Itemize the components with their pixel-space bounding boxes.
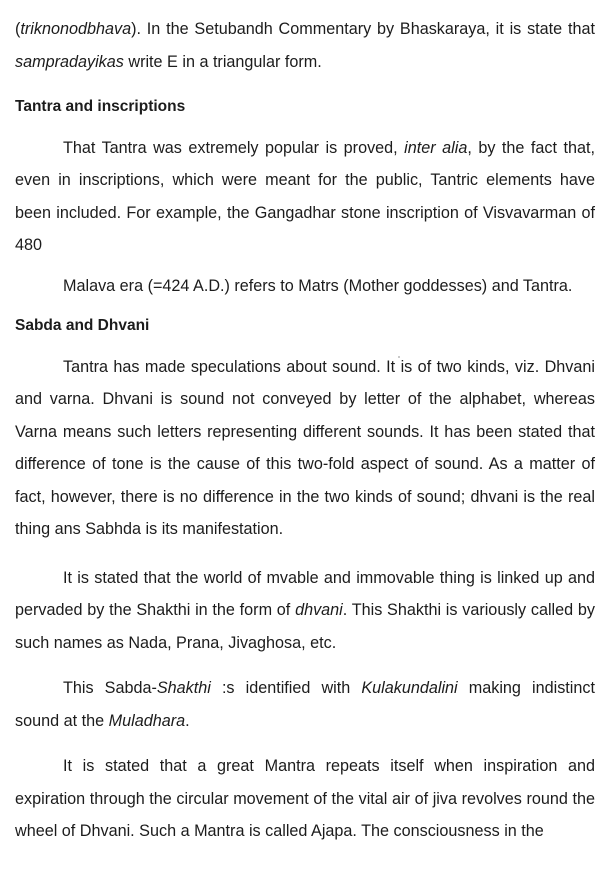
text: . This Shakthi is variously called by such names as Nada, Prana, Jivaghosa, etc.	[15, 601, 595, 652]
text: It is stated that the world of mvable and immovable thing is linked up and pervaded by the Shakthi in the form of	[15, 568, 595, 619]
section-heading-sabda-dhvani: Sabda and Dhvani	[15, 317, 150, 334]
term-kulakundalini: Kulakundalini	[361, 679, 458, 697]
term-inter-alia: inter alia	[404, 138, 468, 157]
text: , by the fact that, even in inscriptions, which were meant for the public, Tantric elements have been included. For example, the Gangadhar stone inscription of Visvavarman of 480	[15, 138, 596, 254]
paragraph-malava-era: Malava era (=424 A.D.) refers to Matrs (Mother goddesses) and Tantra.	[63, 276, 573, 295]
text: (	[15, 20, 21, 38]
text: That Tantra was extremely popular is proved,	[63, 138, 405, 157]
term-shakthi: Shakthi	[156, 679, 211, 697]
text: making indistinct sound at the	[15, 679, 595, 730]
paragraph-triangular-form	[15, 13, 595, 78]
term-dhvani: dhvani	[295, 601, 343, 619]
scan-speck	[398, 356, 400, 358]
term-sampradayikas: sampradayikas	[15, 52, 124, 71]
text: ). In the Setubandh Commentary by Bhaskaraya, it is state that	[131, 20, 595, 38]
paragraph-ajapa-mantra: It is stated that a great Mantra repeats itself when inspiration and expiration through the circular movement of the vital air of jiva revolves round the wheel of Dhvani. Such a Mantra is called Ajapa. The consciousness in the	[15, 757, 595, 840]
paragraph-shakthi-dhvani	[15, 562, 595, 660]
text: .	[185, 711, 190, 730]
text: write E in a triangular form.	[123, 52, 322, 71]
text: :s identified with	[210, 679, 362, 697]
document-page	[15, 0, 595, 887]
text: This Sabda-	[63, 679, 157, 697]
paragraph-tantra-popularity	[15, 132, 595, 262]
paragraph-kulakundalini	[15, 672, 595, 737]
term-triknonodbhava: triknonodbhava	[20, 20, 132, 38]
paragraph-sound-speculations: Tantra has made speculations about sound. It is of two kinds, viz. Dhvani and varna. Dhvani is sound not conveyed by letter of the alphabet, whereas Varna means such letters representing different sounds. It has been stated that difference of tone is the cause of this two-fold aspect of sound. As a matter of fact, however, there is no difference in the two kinds of sound; dhvani is the real thing ans Sabhda is its manifestation.	[15, 357, 595, 538]
section-heading-tantra-inscriptions: Tantra and inscriptions	[15, 98, 186, 115]
term-muladhara: Muladhara	[108, 711, 186, 730]
